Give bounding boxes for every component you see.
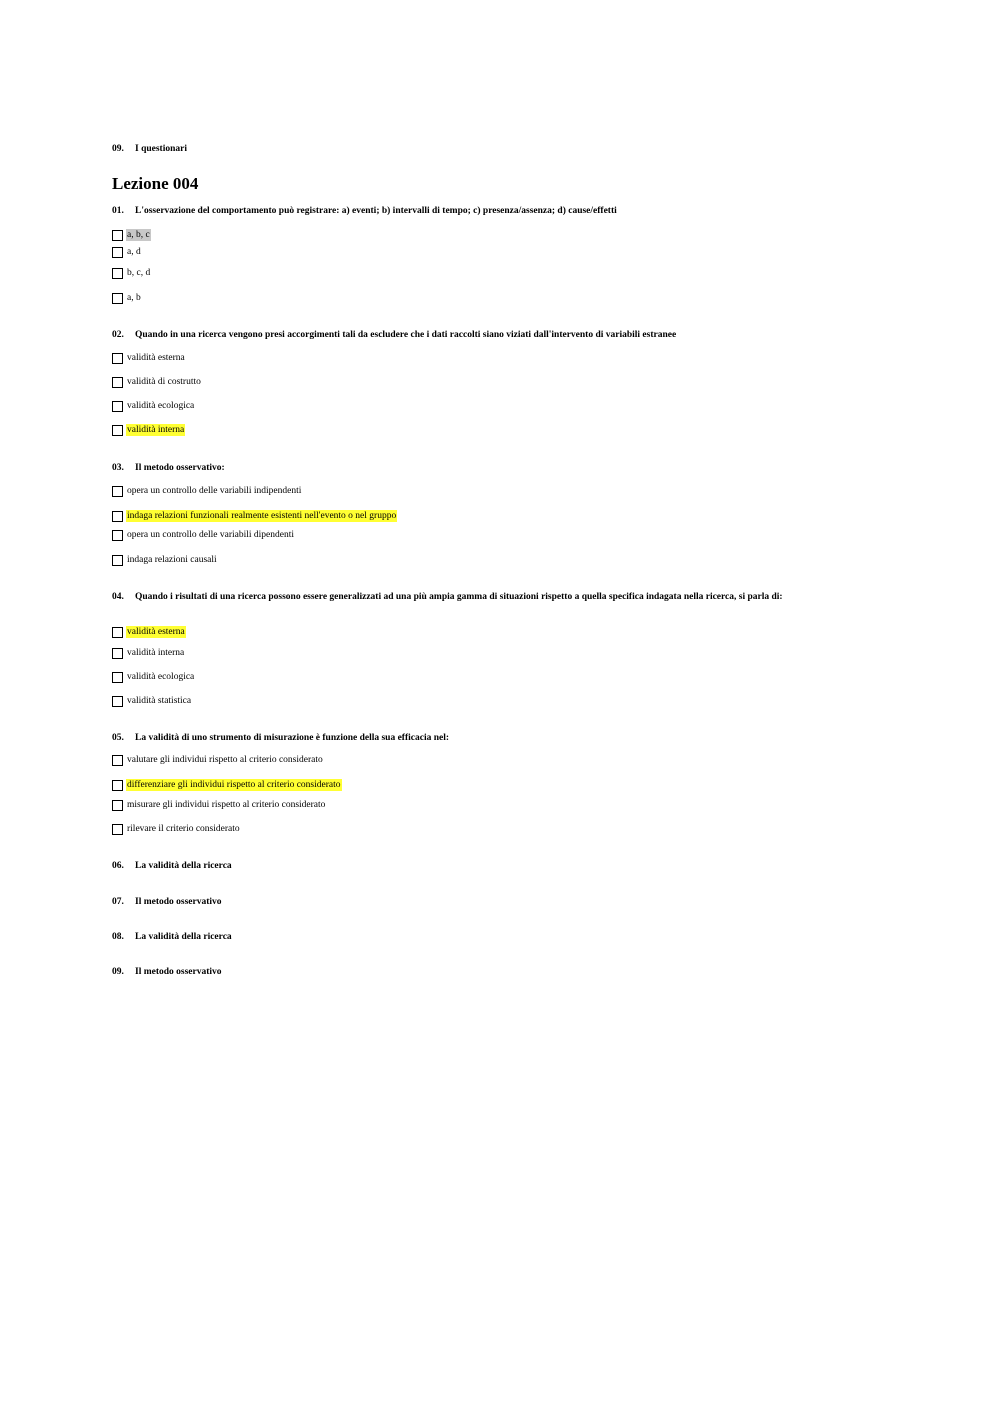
checkbox[interactable] (112, 696, 123, 707)
answer-option[interactable] (112, 509, 397, 523)
answer-option[interactable] (112, 228, 151, 242)
question-title (112, 860, 232, 872)
answer-option[interactable] (112, 694, 192, 708)
checkbox[interactable] (112, 353, 123, 364)
checkbox[interactable] (112, 648, 123, 659)
option-label: validità esterna (127, 627, 185, 637)
checkbox[interactable] (112, 800, 123, 811)
option-label: validità interna (127, 648, 185, 658)
answer-option[interactable] (112, 553, 218, 567)
question-number: 09. (112, 144, 124, 154)
question-item (112, 143, 187, 155)
checkbox[interactable] (112, 401, 123, 412)
answer-option[interactable] (112, 528, 295, 542)
option-label: a, d (127, 247, 141, 257)
option-label: validità ecologica (127, 672, 195, 682)
question-text: La validità della ricerca (135, 932, 232, 942)
answer-option[interactable] (112, 266, 151, 280)
checkbox[interactable] (112, 293, 123, 304)
checkbox[interactable] (112, 824, 123, 835)
option-label: validità di costrutto (127, 377, 201, 387)
checkbox[interactable] (112, 780, 123, 791)
question-number: 05. (112, 733, 124, 743)
question-text: Il metodo osservativo (135, 897, 222, 907)
checkbox[interactable] (112, 755, 123, 766)
checkbox[interactable] (112, 425, 123, 436)
option-label: validità interna (127, 425, 185, 435)
option-label: opera un controllo delle variabili dipendenti (127, 530, 294, 540)
answer-option[interactable] (112, 291, 142, 305)
answer-option[interactable] (112, 484, 302, 498)
answer-option[interactable] (112, 753, 324, 767)
option-label: validità esterna (127, 353, 185, 363)
question-number: 04. (112, 592, 124, 602)
question-number: 06. (112, 861, 124, 871)
question-text: Il metodo osservativo (135, 967, 222, 977)
question-title (112, 896, 222, 908)
answer-option[interactable] (112, 423, 185, 437)
question-title (112, 966, 222, 978)
option-label: valutare gli individui rispetto al criterio considerato (127, 755, 323, 765)
question-number: 03. (112, 463, 124, 473)
option-label: validità statistica (127, 696, 192, 706)
question-title (112, 591, 872, 603)
question-text: La validità di uno strumento di misurazione è funzione della sua efficacia nel: (135, 733, 450, 743)
checkbox[interactable] (112, 377, 123, 388)
checkbox[interactable] (112, 511, 123, 522)
checkbox[interactable] (112, 247, 123, 258)
answer-option[interactable] (112, 778, 342, 792)
option-label: opera un controllo delle variabili indipendenti (127, 486, 302, 496)
option-label: indaga relazioni causali (127, 555, 217, 565)
question-text: La validità della ricerca (135, 861, 232, 871)
lesson-title: Lezione 004 (112, 174, 199, 193)
question-title (112, 732, 449, 744)
question-text: Quando in una ricerca vengono presi accorgimenti tali da escludere che i dati raccolti siano viziati dall'intervento di variabili estranee (135, 330, 677, 340)
question-title (112, 462, 225, 474)
option-label: rilevare il criterio considerato (127, 824, 240, 834)
question-text: Quando i risultati di una ricerca possono essere generalizzati ad una più ampia gamma di situazioni rispetto a quella specifica indagata nella ricerca, si parla di: (135, 592, 783, 602)
question-title (112, 205, 617, 217)
answer-option[interactable] (112, 399, 195, 413)
option-label: differenziare gli individui rispetto al criterio considerato (127, 780, 341, 790)
checkbox[interactable] (112, 268, 123, 279)
question-number: 01. (112, 206, 124, 216)
answer-option[interactable] (112, 625, 186, 639)
option-label: indaga relazioni funzionali realmente esistenti nell'evento o nel gruppo (127, 511, 397, 521)
checkbox[interactable] (112, 555, 123, 566)
option-label: misurare gli individui rispetto al criterio considerato (127, 800, 326, 810)
question-text: I questionari (135, 144, 187, 154)
checkbox[interactable] (112, 230, 123, 241)
option-label: a, b, c (127, 230, 150, 240)
question-title (112, 329, 676, 341)
option-label: a, b (127, 293, 141, 303)
question-number: 02. (112, 330, 124, 340)
checkbox[interactable] (112, 672, 123, 683)
answer-option[interactable] (112, 798, 326, 812)
question-text: Il metodo osservativo: (135, 463, 225, 473)
checkbox[interactable] (112, 627, 123, 638)
checkbox[interactable] (112, 486, 123, 497)
question-number: 07. (112, 897, 124, 907)
question-number: 08. (112, 932, 124, 942)
option-label: b, c, d (127, 268, 151, 278)
question-text: L'osservazione del comportamento può registrare: a) eventi; b) intervalli di tempo; c) presenza/assenza; d) cause/effetti (135, 206, 617, 216)
question-title (112, 931, 232, 943)
answer-option[interactable] (112, 670, 195, 684)
answer-option[interactable] (112, 351, 186, 365)
answer-option[interactable] (112, 375, 202, 389)
answer-option[interactable] (112, 822, 241, 836)
answer-option[interactable] (112, 245, 142, 259)
option-label: validità ecologica (127, 401, 195, 411)
answer-option[interactable] (112, 646, 185, 660)
checkbox[interactable] (112, 530, 123, 541)
question-number: 09. (112, 967, 124, 977)
